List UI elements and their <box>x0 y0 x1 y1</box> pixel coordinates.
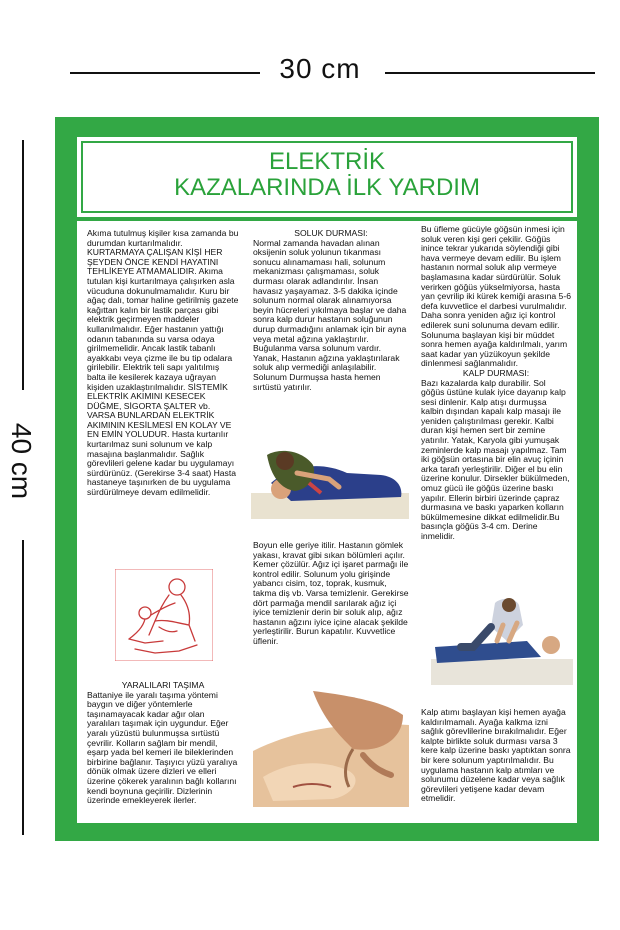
height-dimension-line-top <box>22 140 24 390</box>
column-2-paragraph-2: Boyun elle geriye itilir. Hastanın gömlek yakası, kravat gibi sıkan bölümleri açılır. Kemer çözülür. Ağız içi işaret parmağı ile kontrol edilir. Solunum yolu girişinde yabancı cisim, toz, toprak, kusmuk, takma diş vb. Varsa temizlenir. Gerekirse dört parmağa mendil sarılarak ağız içi iyice temizlenir derin bir soluk alıp, ağız hastanın ağzını iyice içine alacak şekilde yerleştirilir. Burun kapatılır. Kuvvetlice üflenir. <box>253 540 409 646</box>
mouth-to-mouth-illustration <box>253 691 409 807</box>
width-dimension-label: 30 cm <box>279 53 361 84</box>
content-panel <box>77 221 577 823</box>
title-line-1: ELEKTRİK <box>268 148 386 175</box>
breathing-check-illustration <box>251 443 409 519</box>
heart-heading: KALP DURMASI: <box>462 367 530 378</box>
rescue-carry-illustration <box>115 569 213 661</box>
height-dimension-line-bottom <box>22 540 24 835</box>
column-3-paragraph-3: Kalp atımı başlayan kişi hemen ayağa kaldırılmamalı. Ayağa kalkma izni sağlık görevlilerine bırakılmalıdır. Eğer kalpte birlikte soluk durması varsa 3 kere kalp üzerine baskı yaptıktan sonra bir kere solunum yaptırılmalıdır. Bu uygulama hastanın kalp atımları ve solunumu düzelene kadar veya sağlık görevlileri yetişene kadar devam etmelidir. <box>421 707 571 804</box>
column-3-text-3 <box>421 708 571 804</box>
column-1-text-1 <box>87 229 239 498</box>
column-3-paragraph-1: Bu üfleme gücüyle göğsün inmesi için soluk veren kişi geri çekilir. Göğüs inince tekrar yukarıda söylendiği gibi hava vermeye devam edilir. Bu işlem hastanın normal soluk alıp vermeye başlamasına kadar sürdürülür. Soluk verirken göğüs yükselmiyorsa, hasta yan çevrilip iki kürek kemiği arasına 5-6 defa kuvvetlice el darbesi vurulmalıdır. Daha sonra yeniden ağız içi kontrol edilerek suni solunuma devam edilir. Solunuma başlayan kişi bir müddet sonra hemen ayağa kaldırılmalı, yarım saat kadar yan yüzükoyun şekilde dinlenmesi sağlanmalıdır. <box>421 224 571 369</box>
column-2-text-2 <box>253 541 409 647</box>
carry-heading: YARALILARI TAŞIMA <box>121 680 205 690</box>
height-dimension <box>8 140 48 840</box>
column-1-paragraph-2: Battaniye ile yaralı taşıma yöntemi baygın ve diğer yöntemlerle taşınamayacak kadar ağır olan yaralıları taşımak için uygundur. Eğer yaralı yüzüstü bulunmuşsa sırtüstü çevrilir. Kolların sağlam bir mendil, eşarp yada bel kemeri ile bileklerinden birbirine bağlanır. Taşıyıcı yüzü yaralıya dönük olmak üzere dizleri ve elleri üzerine çökerek yaralının bağlı kollarını kendi boynuna geçirilir. Dizlerinin üzerinde emekleyerek ilerler. <box>87 689 238 806</box>
width-dimension <box>0 55 620 85</box>
height-dimension-label: 40 cm <box>6 422 37 500</box>
poster <box>55 117 599 841</box>
column-1-text-2 <box>87 681 239 806</box>
cpr-illustration <box>431 597 573 685</box>
title-box <box>77 137 577 217</box>
title-line-2: KAZALARINDA İLK YARDIM <box>174 174 480 201</box>
width-dimension-line-right <box>385 72 595 74</box>
breathing-heading: SOLUK DURMASI: <box>294 228 368 238</box>
column-3-text-1 <box>421 225 571 542</box>
column-2-paragraph-1: Normal zamanda havadan alınan oksijenin soluk yolunun tıkanması sonucu alınamaması hali, solunum mekanizması çalışmaması, soluk durması olarak adlandırılır. İnsan havasız yaşayamaz. 3-5 dakika içinde solunum normal olarak alınamıyorsa beyin hücreleri yıkılmaya başlar ve daha sonra kalp durur hastanın soluğunun durup durmadığını anlamak için bir ayna veya metal ağzına yaklaştırılır. Buğulanma varsa solunum vardır. Yanak, Hastanın ağzına yaklaştırılarak soluk alıp vermediği anlaşılabilir. Solunum Durmuşsa hasta hemen sırtüstü yatırılır. <box>253 237 407 392</box>
column-2-text-1 <box>253 229 409 392</box>
column-1-paragraph-1: Akıma tutulmuş kişiler kısa zamanda bu durumdan kurtarılmalıdır. KURTARMAYA ÇALIŞAN KİŞİ HER ŞEYDEN ÖNCE KENDİ HAYATINI TEHLİKEYE ATMAMALIDIR. Akıma tutulan kişi kurtarılmaya çalışırken asla vücuduna dokunulmamalıdır. Kuru bir ağaç dalı, tomar haline getirilmiş gazete kağıttan kalın bir lastik parçası gibi elektrik geçirmeyen maddeler kullanılmalıdır. Eğer hastanın yattığı odanın tabanında su varsa odaya girilmemelidir. Ancak lastik tabanlı ayakkabı veya çizme ile bu tip odalara girilebilir. Elektrik teli sapı yalıtılmış balta ile kesilerek kazaya uğrayan kişiden uzaklaştırılmalıdır. SİSTEMİK ELEKTRİK AKIMINI KESECEK DÜĞME, SİGORTA ŞALTER vb. VARSA BUNLARDAN ELEKTRİK AKIMININ KESİLMESİ EN KOLAY VE EN EMİN YOLUDUR. Hasta kurtarılır kurtarılmaz suni solunum ve kalp masajına başlanmalıdır. Sağlık görevlileri gelene kadar bu uygulamayı sürdürünüz. (Gerekirse 3-4 saat) Hasta hastaneye taşınırken de bu uygulama sürdürülmeye devam edilmelidir. <box>87 228 239 498</box>
width-dimension-line-left <box>70 72 260 74</box>
column-3-paragraph-2: Bazı kazalarda kalp durabilir. Sol göğüs üstüne kulak iyice dayanıp kalp sesi dinlenir. Kalp atışı durmuşsa kalbin dışından kapalı kalp masajı ile yeniden çalıştırılması gerekir. Kalbi duran kişi hemen sert bir zemine yatırılır. Yatak, Karyola gibi yumuşak zeminlerde kalp masajı yapılmaz. Tam iki göğsün ortasına bir elin avuç içinin arka tarafı yerleştirilir. Diğer el bu elin üzerine konulur. Dirsekler bükülmeden, omuz gücü ile göğüs üzerine baskı yapılır. Ellerin birbiri üzerinde çapraz durmasına ve baskı yaparken kolların bükülmemesine dikkat edilmelidir.Bu basınçla göğüs 3-4 cm. Derine inmelidir. <box>421 377 570 541</box>
